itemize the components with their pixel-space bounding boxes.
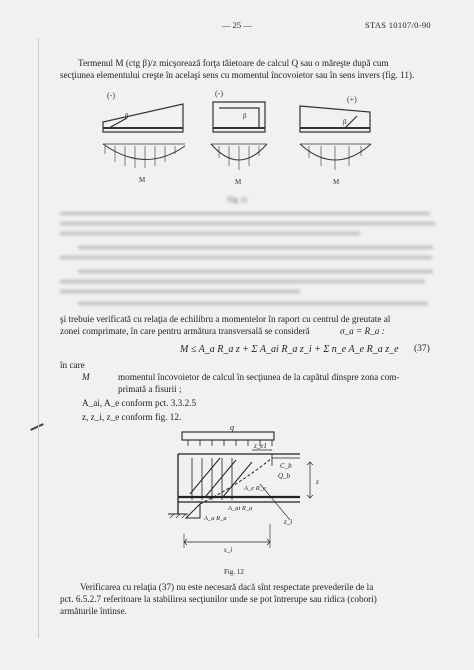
fig11-beam-2 [211, 102, 267, 170]
closing-line-3: armăturile întinse. [60, 606, 127, 616]
def-1-symbol: M [82, 372, 90, 382]
fig11-label-7: M [139, 176, 146, 184]
fig11-label-1: (-) [107, 91, 115, 100]
intro-line-2: secţiunea elementului creşte în acelaşi sens cu momentul încovoietor sau în sens invers (fig. 11). [60, 70, 415, 80]
fig12-caption: Fig. 12 [224, 568, 244, 576]
fig12-label-ze: z_e1 [254, 442, 267, 450]
formula-37: M ≤ A_a R_a z + Σ A_ai R_a z_i + Σ n_e A_e R_a z_e [180, 344, 399, 355]
fig12-label-aira: A_ai R_a [228, 505, 253, 512]
fig11-label-9: M [333, 178, 340, 186]
fig11-beam-3 [300, 106, 371, 170]
standard-code: STAS 10107/0-90 [365, 20, 431, 30]
closing-line-2: pct. 6.5.2.7 referitoare la stabilirea secţiunilor unde se pot întrerupe sau ridica (cobori) [60, 594, 377, 604]
verification-line-2: zonei comprimate, în care pentru armătura transversală se consideră [60, 326, 310, 336]
fig12-label-zi: z_i [284, 518, 293, 526]
page-number: — 25 — [222, 20, 252, 30]
margin-mark [30, 423, 44, 431]
blurred-text-block [60, 208, 440, 308]
fig11-label-5: β [243, 112, 247, 120]
fig12-label-si: s_i [224, 546, 233, 554]
fig11-beam-1 [103, 104, 185, 168]
formula-number: (37) [414, 344, 430, 354]
fig11-label-8: M [235, 178, 242, 186]
intro-line-1: Termenul M (ctg β)/z micşorează forţa tăietoare de calcul Q sau o măreşte după cum [78, 58, 389, 68]
fig12-load-label: q [230, 424, 234, 432]
fig12-label-aara: A_a R_a [204, 515, 227, 522]
def-1-text-b: primată a fisurii ; [118, 384, 182, 394]
def-3: z, z_i, z_e conform fig. 12. [82, 412, 182, 422]
fig11-label-6: β [343, 118, 347, 126]
def-2: A_ai, A_e conform pct. 3.3.2.5 [82, 398, 197, 408]
def-1-text-a: momentul încovoietor de calcul în secţiunea de la capătul dinspre zona com- [118, 372, 400, 382]
figure-12 [160, 424, 370, 564]
fig12-label-qb: Q_b [278, 472, 291, 480]
fig12-label-cb: C_b [280, 462, 292, 470]
verification-line-1: şi trebuie verificată cu relaţia de echilibru a momentelor în raport cu centrul de greutate al [60, 314, 391, 324]
verification-line-2-formula: σ_a = R_a : [340, 326, 385, 336]
fig12-label-aere: A_e R_e [244, 485, 266, 492]
binding-edge [38, 38, 39, 638]
fig11-label-3: (+) [347, 95, 357, 104]
in-care-label: în care [60, 360, 85, 370]
fig11-caption: Fig. 11 [228, 196, 248, 204]
closing-line-1: Verificarea cu relaţia (37) nu este necesară dacă sînt respectate prevederile de la [80, 582, 374, 592]
figure-11 [95, 84, 425, 204]
fig12-label-z: z [316, 478, 319, 486]
fig11-label-2: (-) [215, 89, 223, 98]
fig11-label-4: β [125, 112, 129, 120]
